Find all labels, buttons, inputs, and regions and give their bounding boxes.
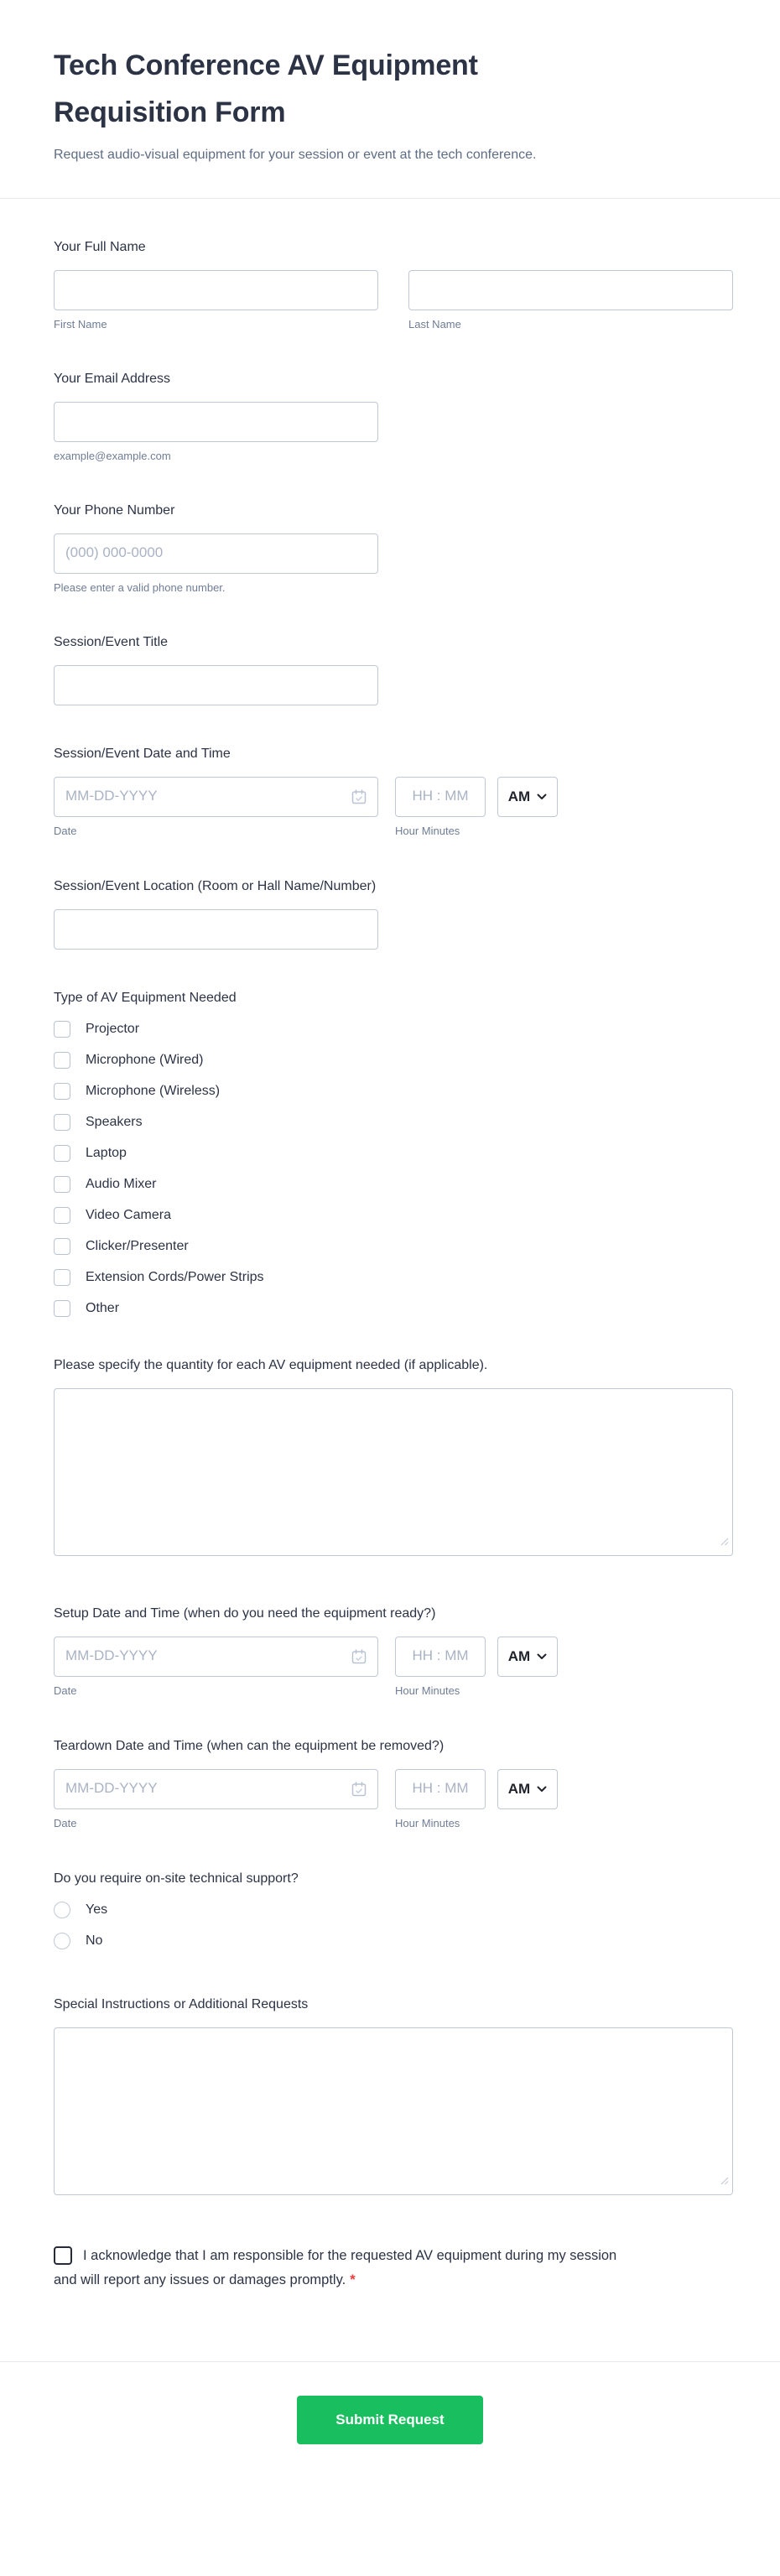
header-divider (0, 198, 780, 199)
location-label: Session/Event Location (Room or Hall Name/Number) (54, 879, 377, 893)
email-sublabel: example@example.com (54, 450, 171, 462)
checkbox[interactable] (54, 1114, 70, 1131)
checkbox[interactable] (54, 1176, 70, 1193)
radio-button[interactable] (54, 1902, 70, 1918)
email-field (54, 370, 726, 462)
option-label[interactable]: Microphone (Wireless) (86, 1084, 221, 1098)
form-header (0, 0, 780, 198)
session-ampm-value: AM (507, 788, 531, 804)
last-name-input[interactable] (408, 270, 733, 310)
session-date-input[interactable] (54, 777, 378, 817)
setup-time-sublabel: Hour Minutes (395, 1684, 460, 1697)
checkbox[interactable] (54, 1300, 70, 1317)
session-ampm-select[interactable] (497, 777, 558, 817)
equipment-label: Type of AV Equipment Needed (54, 991, 237, 1005)
special-instructions-label: Special Instructions or Additional Requests (54, 1997, 309, 2011)
teardown-date-input[interactable] (54, 1769, 378, 1809)
full-name-label: Your Full Name (54, 240, 146, 254)
teardown-time-sublabel: Hour Minutes (395, 1817, 460, 1829)
session-title-label: Session/Event Title (54, 635, 169, 649)
option-label[interactable]: Audio Mixer (86, 1177, 157, 1191)
quantity-textarea[interactable] (54, 1388, 733, 1556)
form-footer (0, 2362, 780, 2487)
equipment-option-video-camera[interactable] (54, 1207, 726, 1224)
setup-date-sublabel: Date (54, 1684, 77, 1697)
option-label[interactable]: Microphone (Wired) (86, 1053, 204, 1067)
session-datetime-field (54, 745, 726, 838)
form-title: Tech Conference AV Equipment Requisition Form (54, 49, 478, 128)
option-label[interactable]: No (86, 1933, 103, 1948)
option-label[interactable]: Yes (86, 1902, 108, 1917)
checkbox[interactable] (54, 1269, 70, 1286)
equipment-option-microphone-wired[interactable] (54, 1052, 726, 1069)
first-name-sublabel: First Name (54, 318, 107, 330)
email-input[interactable] (54, 402, 378, 442)
equipment-option-audio-mixer[interactable] (54, 1176, 726, 1193)
support-label: Do you require on-site technical support? (54, 1871, 299, 1886)
setup-ampm-value: AM (507, 1648, 531, 1664)
option-label[interactable]: Projector (86, 1022, 140, 1036)
support-option-yes[interactable] (54, 1902, 726, 1918)
chevron-down-icon (537, 794, 547, 800)
session-time-input[interactable] (395, 777, 486, 817)
special-instructions-textarea[interactable] (54, 2027, 733, 2195)
phone-input[interactable] (54, 533, 378, 574)
location-field (54, 877, 726, 950)
checkbox[interactable] (54, 1238, 70, 1255)
full-name-field (54, 238, 726, 330)
location-input[interactable] (54, 909, 378, 950)
checkbox[interactable] (54, 1052, 70, 1069)
session-title-field (54, 633, 726, 705)
setup-datetime-label: Setup Date and Time (when do you need the equipment ready?) (54, 1606, 436, 1621)
equipment-option-laptop[interactable] (54, 1145, 726, 1162)
setup-date-input[interactable] (54, 1637, 378, 1677)
equipment-option-projector[interactable] (54, 1021, 726, 1038)
setup-datetime-field (54, 1605, 726, 1698)
option-label[interactable]: Other (86, 1301, 120, 1315)
teardown-ampm-select[interactable] (497, 1769, 558, 1809)
acknowledgement-field (54, 2244, 641, 2292)
quantity-field (54, 1356, 726, 1556)
submit-request-button[interactable]: Submit Request (297, 2396, 483, 2444)
checkbox[interactable] (54, 1145, 70, 1162)
form-body (0, 238, 780, 2292)
acknowledgement-text: I acknowledge that I am responsible for the requested AV equipment during my session and will report any issues or damages promptly. (54, 2248, 617, 2287)
teardown-time-input[interactable] (395, 1769, 486, 1809)
option-label[interactable]: Extension Cords/Power Strips (86, 1270, 264, 1284)
form-subtitle: Request audio-visual equipment for your session or event at the tech conference. (54, 148, 537, 162)
option-label[interactable]: Speakers (86, 1115, 143, 1129)
equipment-option-extension-cords[interactable] (54, 1269, 726, 1286)
chevron-down-icon (537, 1786, 547, 1793)
phone-sublabel: Please enter a valid phone number. (54, 581, 226, 594)
equipment-option-microphone-wireless[interactable] (54, 1083, 726, 1100)
option-label[interactable]: Clicker/Presenter (86, 1239, 189, 1253)
equipment-option-speakers[interactable] (54, 1114, 726, 1131)
phone-label: Your Phone Number (54, 503, 175, 518)
option-label[interactable]: Laptop (86, 1146, 127, 1160)
session-time-sublabel: Hour Minutes (395, 825, 460, 837)
chevron-down-icon (537, 1653, 547, 1660)
setup-ampm-select[interactable] (497, 1637, 558, 1677)
email-label: Your Email Address (54, 372, 171, 386)
equipment-field (54, 989, 726, 1317)
session-title-input[interactable] (54, 665, 378, 705)
equipment-option-other[interactable] (54, 1300, 726, 1317)
acknowledgement-checkbox[interactable] (54, 2246, 72, 2265)
quantity-label: Please specify the quantity for each AV equipment needed (if applicable). (54, 1358, 488, 1372)
special-instructions-field (54, 1996, 726, 2195)
phone-field (54, 502, 726, 594)
last-name-sublabel: Last Name (408, 318, 461, 330)
checkbox[interactable] (54, 1207, 70, 1224)
radio-button[interactable] (54, 1933, 70, 1949)
session-date-sublabel: Date (54, 825, 77, 837)
teardown-datetime-field (54, 1737, 726, 1830)
checkbox[interactable] (54, 1021, 70, 1038)
required-asterisk: * (350, 2272, 356, 2287)
session-datetime-label: Session/Event Date and Time (54, 747, 231, 761)
equipment-option-clicker-presenter[interactable] (54, 1238, 726, 1255)
support-field (54, 1870, 726, 1949)
setup-time-input[interactable] (395, 1637, 486, 1677)
first-name-input[interactable] (54, 270, 378, 310)
teardown-datetime-label: Teardown Date and Time (when can the equipment be removed?) (54, 1739, 445, 1753)
option-label[interactable]: Video Camera (86, 1208, 171, 1222)
support-option-no[interactable] (54, 1933, 726, 1949)
checkbox[interactable] (54, 1083, 70, 1100)
teardown-ampm-value: AM (507, 1781, 531, 1797)
teardown-date-sublabel: Date (54, 1817, 77, 1829)
